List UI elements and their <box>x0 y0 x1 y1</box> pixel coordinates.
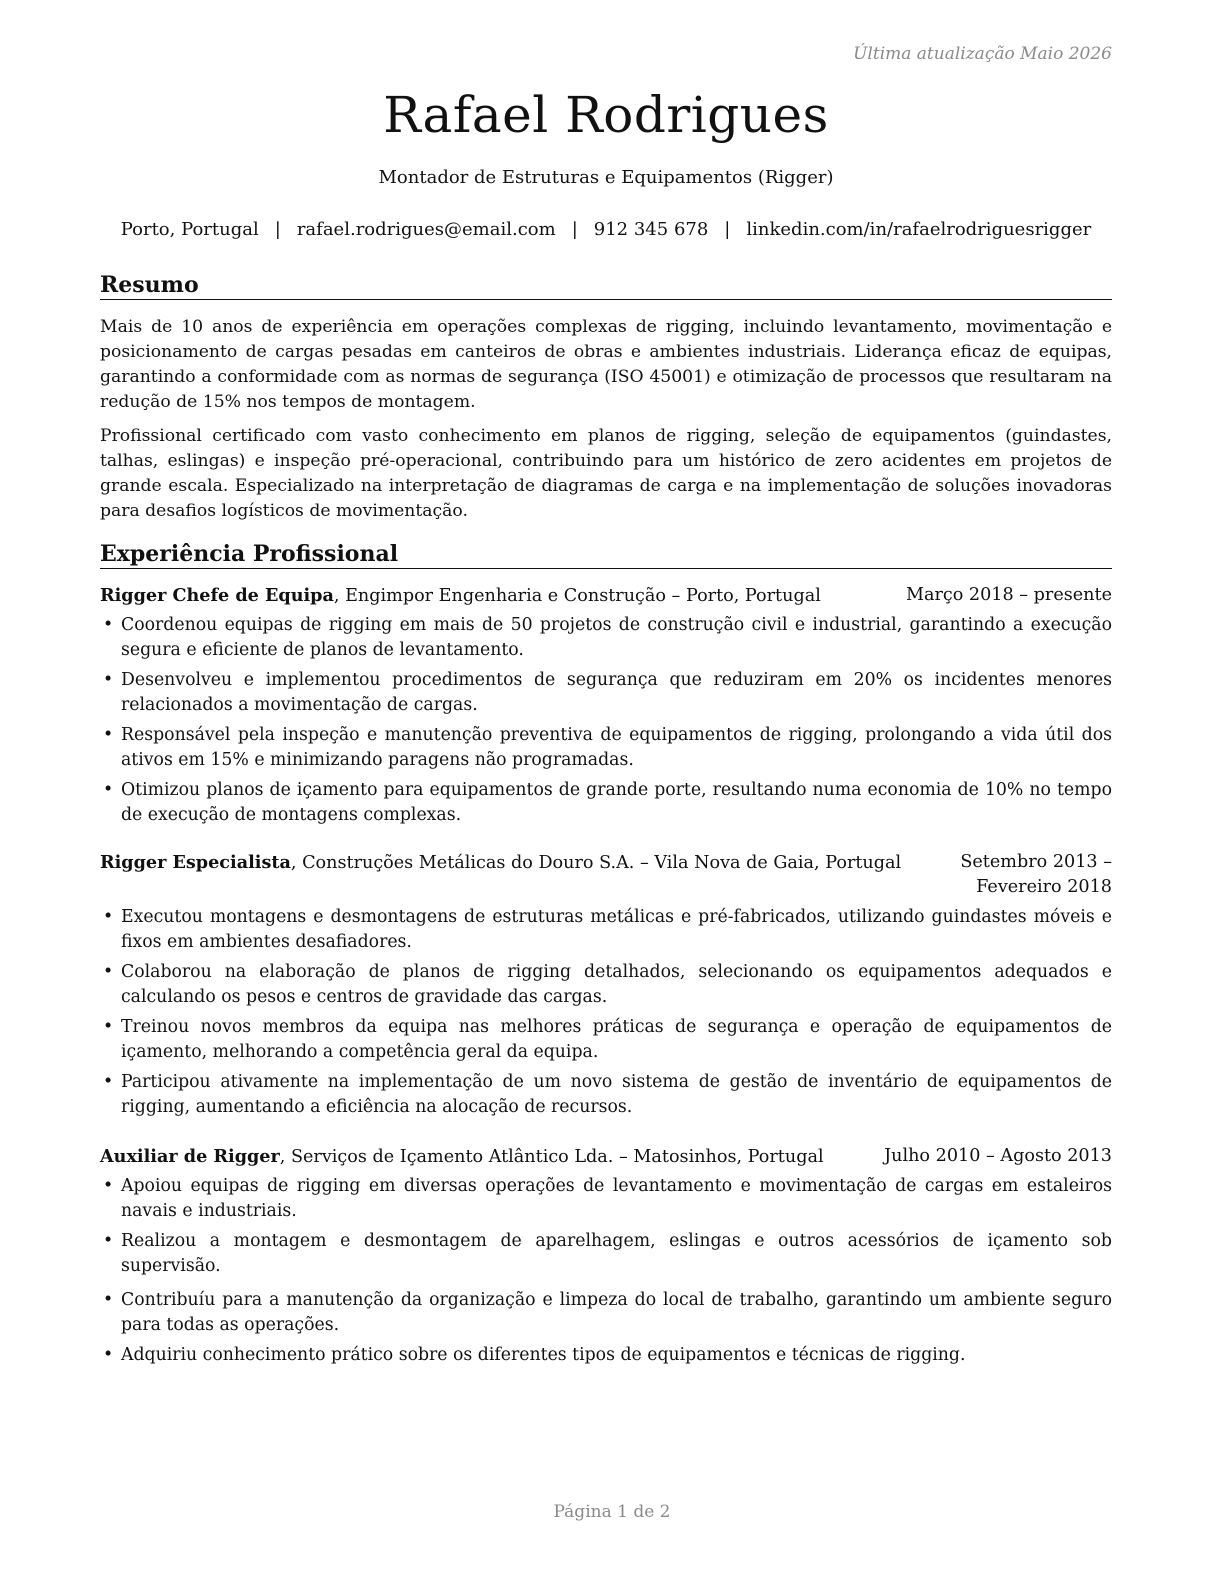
bullet-text: Realizou a montagem e desmontagem de aparelhagem, eslingas e outros acessórios de içamento sob supervisão. <box>121 1231 1112 1276</box>
bullet-text: Responsável pela inspeção e manutenção preventiva de equipamentos de rigging, prolongando a vida útil dos ativos em 15% e minimizando paragens não programadas. <box>121 725 1112 770</box>
bullet-text: Contribuíu para a manutenção da organização e limpeza do local de trabalho, garantindo um ambiente seguro para todas as operações. <box>121 1290 1112 1335</box>
bullet-text: Desenvolveu e implementou procedimentos de segurança que reduziram em 20% os incidentes menores relacionados a movimentação de cargas. <box>121 670 1112 715</box>
bullet-icon: • <box>103 780 114 800</box>
bullet-icon: • <box>103 1176 114 1196</box>
summary-paragraph: Mais de 10 anos de experiência em operações complexas de rigging, incluindo levantamento, movimentação e posicionamento de cargas pesadas em canteiros de obras e ambientes industriais. Liderança eficaz de equipas, garantindo a conformidade com as normas de segurança (ISO 45001) e otimização de processos que resultaram na redução de 15% nos tempos de montagem. <box>100 317 1112 412</box>
job-header <box>100 1144 1112 1170</box>
list-item <box>100 778 1112 828</box>
job-title-line <box>100 850 901 900</box>
bullet-icon: • <box>103 670 114 690</box>
list-item <box>100 905 1112 955</box>
list-item <box>100 1288 1112 1338</box>
job-header <box>100 583 1112 609</box>
list-item <box>100 1343 1112 1368</box>
contact-email[interactable]: rafael.rodrigues@email.com <box>296 219 556 240</box>
bullet-icon: • <box>103 725 114 745</box>
bullet-text: Apoiou equipas de rigging em diversas operações de levantamento e movimentação de cargas em estaleiros navais e industriais. <box>121 1176 1112 1221</box>
bullet-icon: • <box>103 1290 114 1310</box>
job-title-line <box>100 583 821 609</box>
list-item <box>100 960 1112 1010</box>
contact-separator: | <box>274 219 281 240</box>
bullet-icon: • <box>103 1072 114 1092</box>
summary-paragraph: Profissional certificado com vasto conhecimento em planos de rigging, seleção de equipamentos (guindastes, talhas, eslingas) e inspeção pré-operacional, contribuindo para um histórico de zero acidentes em projetos de grande escala. Especializado na interpretação de diagramas de carga e na implementação de soluções inovadoras para desafios logísticos de movimentação. <box>100 426 1112 521</box>
job-role: Auxiliar de Rigger <box>100 1146 280 1167</box>
bullet-text: Executou montagens e desmontagens de estruturas metálicas e pré-fabricados, utilizando guindastes móveis e fixos em ambientes desafiadores. <box>121 907 1112 952</box>
candidate-title: Montador de Estruturas e Equipamentos (Rigger) <box>378 167 834 188</box>
bullet-text: Adquiriu conhecimento prático sobre os diferentes tipos de equipamentos e técnicas de rigging. <box>121 1345 966 1365</box>
page-number: Página 1 de 2 <box>553 1502 671 1522</box>
job-title-line <box>100 1144 824 1170</box>
bullet-text: Colaborou na elaboração de planos de rigging detalhados, selecionando os equipamentos adequados e calculando os pesos e centros de gravidade das cargas. <box>121 962 1112 1007</box>
job-dates: Março 2018 – presente <box>905 585 1112 605</box>
job-bullets <box>100 905 1112 1125</box>
job-dates: Julho 2010 – Agosto 2013 <box>884 1146 1112 1166</box>
list-item <box>100 1174 1112 1224</box>
last-updated-note: Última atualização Maio 2026 <box>853 44 1112 64</box>
job-role: Rigger Chefe de Equipa <box>100 585 334 606</box>
list-item <box>100 613 1112 663</box>
candidate-name: Rafael Rodrigues <box>383 86 829 144</box>
bullet-icon: • <box>103 962 114 982</box>
list-item <box>100 668 1112 718</box>
contact-location: Porto, Portugal <box>120 219 259 240</box>
bullet-text: Treinou novos membros da equipa nas melhores práticas de segurança e operação de equipamentos de içamento, melhorando a competência geral da equipa. <box>121 1017 1112 1062</box>
list-item <box>100 1070 1112 1120</box>
job-role: Rigger Especialista <box>100 852 291 873</box>
bullet-icon: • <box>103 1231 114 1251</box>
bullet-text: Otimizou planos de içamento para equipamentos de grande porte, resultando numa economia de 10% no tempo de execução de montagens complexas. <box>121 780 1112 825</box>
list-item <box>100 723 1112 773</box>
job-company: , Construções Metálicas do Douro S.A. – Vila Nova de Gaia, Portugal <box>290 853 902 873</box>
summary-heading: Resumo <box>100 272 1112 300</box>
contact-separator: | <box>724 219 731 240</box>
list-item <box>100 1015 1112 1065</box>
job-company: , Serviços de Içamento Atlântico Lda. – Matosinhos, Portugal <box>279 1147 824 1167</box>
bullet-icon: • <box>103 615 114 635</box>
bullet-text: Participou ativamente na implementação de um novo sistema de gestão de inventário de equipamentos de rigging, aumentando a eficiência na alocação de recursos. <box>121 1072 1112 1117</box>
contact-phone: 912 345 678 <box>593 219 709 240</box>
contact-linkedin[interactable]: linkedin.com/in/rafaelrodriguesrigger <box>746 219 1092 240</box>
bullet-text: Coordenou equipas de rigging em mais de 50 projetos de construção civil e industrial, garantindo a execução segura e eficiente de planos de levantamento. <box>121 615 1112 660</box>
contact-line <box>100 219 1112 240</box>
job-bullets <box>100 1174 1112 1373</box>
job-dates: Setembro 2013 – Fevereiro 2018 <box>960 852 1112 897</box>
bullet-icon: • <box>103 1345 114 1365</box>
bullet-icon: • <box>103 907 114 927</box>
list-item <box>100 1229 1112 1279</box>
experience-heading: Experiência Profissional <box>100 541 1112 569</box>
job-header <box>100 850 1112 900</box>
contact-separator: | <box>571 219 578 240</box>
job-bullets <box>100 613 1112 833</box>
job-company: , Engimpor Engenharia e Construção – Porto, Portugal <box>333 586 821 606</box>
bullet-icon: • <box>103 1017 114 1037</box>
